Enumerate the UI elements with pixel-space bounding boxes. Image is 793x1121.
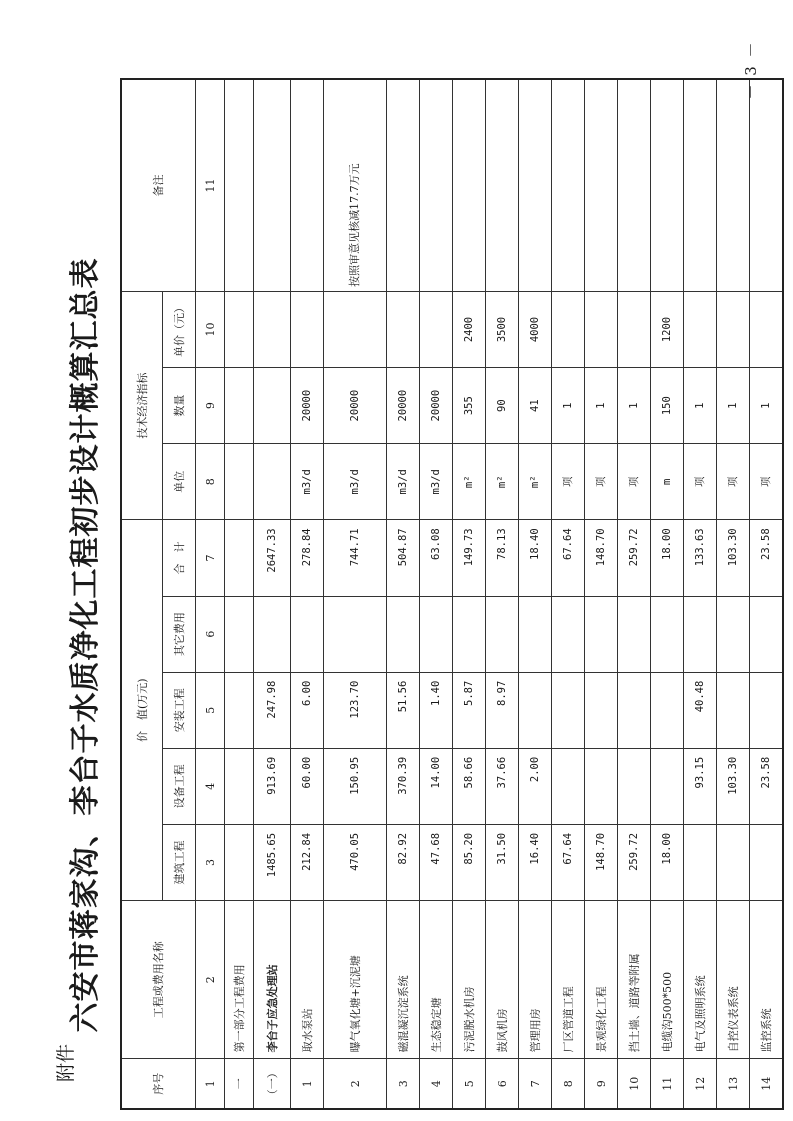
cell-building: 18.00 (651, 824, 684, 900)
cell-other (387, 596, 420, 672)
cell-equipment (552, 748, 585, 824)
cell-note (453, 79, 486, 291)
cell-building: 16.40 (519, 824, 552, 900)
cell-other (453, 596, 486, 672)
cell-building (717, 824, 750, 900)
cell-unit: m² (519, 444, 552, 520)
table-row (750, 79, 784, 1109)
cell-qty: 1 (717, 368, 750, 444)
cell-total: 67.64 (552, 520, 585, 596)
cell-total: 23.58 (750, 520, 784, 596)
group-install: 247.98 (254, 672, 291, 748)
cell-seq: 6 (486, 1059, 519, 1109)
cell-install (519, 672, 552, 748)
table-row (453, 79, 486, 1109)
header-qty: 数量 (163, 368, 196, 444)
cell-total: 18.40 (519, 520, 552, 596)
cell-note: 按照审意见核减17.7万元 (324, 79, 387, 291)
cell-total: 78.13 (486, 520, 519, 596)
cell-price (750, 291, 784, 367)
cell-name: 曝气氧化塘+沉泥塘 (324, 901, 387, 1059)
cell-unit: m (651, 444, 684, 520)
attachment-label: 附件 (55, 1043, 77, 1082)
cell-name: 电缆沟500*500 (651, 901, 684, 1059)
cell-other (486, 596, 519, 672)
cell-price: 1200 (651, 291, 684, 367)
group-seq: （一） (254, 1059, 291, 1109)
cell-other (717, 596, 750, 672)
cell-name: 磁混凝沉淀系统 (387, 901, 420, 1059)
cell-unit: m3/d (420, 444, 453, 520)
cell-install (651, 672, 684, 748)
group-qty (254, 368, 291, 444)
cell-qty: 355 (453, 368, 486, 444)
cell-seq: 14 (750, 1059, 784, 1109)
col-number: 9 (196, 368, 225, 444)
cell-price (684, 291, 717, 367)
cell-note (684, 79, 717, 291)
cell-other (651, 596, 684, 672)
group-name: 李台子应急处理站 (254, 901, 291, 1059)
col-number: 1 (196, 1059, 225, 1109)
cell-unit: 项 (750, 444, 784, 520)
header-note: 备注 (121, 79, 196, 291)
cell-unit: m3/d (291, 444, 324, 520)
cell-total: 149.73 (453, 520, 486, 596)
table-body (196, 79, 784, 1109)
cell-seq: 5 (453, 1059, 486, 1109)
header-equipment: 设备工程 (163, 748, 196, 824)
cell-equipment: 23.58 (750, 748, 784, 824)
cell-note (717, 79, 750, 291)
cell-name: 鼓风机房 (486, 901, 519, 1059)
cell-seq: 7 (519, 1059, 552, 1109)
table-row (684, 79, 717, 1109)
cell-building: 85.20 (453, 824, 486, 900)
cell-seq: 9 (585, 1059, 618, 1109)
group-price (254, 291, 291, 367)
table-row (519, 79, 552, 1109)
cell-price: 4000 (519, 291, 552, 367)
cell-install: 123.70 (324, 672, 387, 748)
cell-name: 厂区管道工程 (552, 901, 585, 1059)
cell-building: 67.64 (552, 824, 585, 900)
col-number: 8 (196, 444, 225, 520)
cell-equipment: 60.00 (291, 748, 324, 824)
cell-install (552, 672, 585, 748)
header-building: 建筑工程 (163, 824, 196, 900)
cell-price: 2400 (453, 291, 486, 367)
cell-seq: 8 (552, 1059, 585, 1109)
cell-equipment (651, 748, 684, 824)
cell-install (717, 672, 750, 748)
cell-other (420, 596, 453, 672)
cell-building: 82.92 (387, 824, 420, 900)
header-unit: 单位 (163, 444, 196, 520)
cell-equipment: 58.66 (453, 748, 486, 824)
page-number: － 3 － (742, 40, 760, 100)
cell-note (585, 79, 618, 291)
cell-equipment: 370.39 (387, 748, 420, 824)
part-one-seq: 一 (225, 1059, 254, 1109)
cell-qty: 20000 (420, 368, 453, 444)
cell-qty: 1 (585, 368, 618, 444)
cell-qty: 150 (651, 368, 684, 444)
header-value-group: 价 值(万元) (121, 520, 163, 901)
part-one-name: 第一部分工程费用 (225, 901, 254, 1059)
cell-price (387, 291, 420, 367)
table-row (486, 79, 519, 1109)
col-number: 6 (196, 596, 225, 672)
cell-building: 212.84 (291, 824, 324, 900)
header-name: 工程或费用名称 (121, 901, 196, 1059)
cell-qty: 20000 (324, 368, 387, 444)
cell-unit: m3/d (324, 444, 387, 520)
column-number-row (196, 79, 225, 1109)
cell-seq: 4 (420, 1059, 453, 1109)
cell-other (552, 596, 585, 672)
cell-equipment: 2.00 (519, 748, 552, 824)
col-number: 7 (196, 520, 225, 596)
cell-unit: 项 (717, 444, 750, 520)
header-seq: 序号 (121, 1059, 196, 1109)
cell-install: 6.00 (291, 672, 324, 748)
cell-total: 133.63 (684, 520, 717, 596)
table-row (552, 79, 585, 1109)
cell-building (684, 824, 717, 900)
group-building: 1485.65 (254, 824, 291, 900)
col-number: 3 (196, 824, 225, 900)
col-number: 10 (196, 291, 225, 367)
cell-price (618, 291, 651, 367)
cell-note (291, 79, 324, 291)
cell-seq: 10 (618, 1059, 651, 1109)
cell-name: 挡土墙、道路等附属 (618, 901, 651, 1059)
group-other (254, 596, 291, 672)
cell-seq: 13 (717, 1059, 750, 1109)
cell-other (585, 596, 618, 672)
header-tech-group: 技术经济指标 (121, 291, 163, 519)
cell-total: 744.71 (324, 520, 387, 596)
cell-note (750, 79, 784, 291)
cell-note (486, 79, 519, 291)
cell-total: 148.70 (585, 520, 618, 596)
cell-total: 504.87 (387, 520, 420, 596)
cell-install: 40.48 (684, 672, 717, 748)
cell-qty: 1 (684, 368, 717, 444)
cell-note (651, 79, 684, 291)
cell-seq: 12 (684, 1059, 717, 1109)
cell-unit: 项 (618, 444, 651, 520)
cell-note (552, 79, 585, 291)
cell-install: 1.40 (420, 672, 453, 748)
cell-other (519, 596, 552, 672)
cell-unit: m3/d (387, 444, 420, 520)
table-row (717, 79, 750, 1109)
cell-equipment: 150.95 (324, 748, 387, 824)
page-title: 六安市蒋家沟、李台子水质净化工程初步设计概算汇总表 (68, 257, 103, 1033)
cell-note (618, 79, 651, 291)
cell-qty: 20000 (387, 368, 420, 444)
header-total: 合 计 (163, 520, 196, 596)
header-install: 安装工程 (163, 672, 196, 748)
group-total: 2647.33 (254, 520, 291, 596)
cell-total: 63.08 (420, 520, 453, 596)
col-number: 4 (196, 748, 225, 824)
cell-note (387, 79, 420, 291)
cell-name: 景观绿化工程 (585, 901, 618, 1059)
cell-building: 148.70 (585, 824, 618, 900)
cell-name: 污泥脱水机房 (453, 901, 486, 1059)
cell-unit: 项 (585, 444, 618, 520)
budget-summary-table (120, 78, 784, 1110)
cell-install: 8.97 (486, 672, 519, 748)
header-price: 单价（元） (163, 291, 196, 367)
cell-building: 259.72 (618, 824, 651, 900)
cell-unit: m² (486, 444, 519, 520)
cell-name: 生态稳定塘 (420, 901, 453, 1059)
col-number: 11 (196, 79, 225, 291)
cell-other (291, 596, 324, 672)
cell-total: 103.30 (717, 520, 750, 596)
cell-equipment: 14.00 (420, 748, 453, 824)
cell-note (420, 79, 453, 291)
header-row-1 (121, 79, 163, 1109)
table-row (387, 79, 420, 1109)
cell-total: 18.00 (651, 520, 684, 596)
group-note (254, 79, 291, 291)
group-equipment: 913.69 (254, 748, 291, 824)
budget-table-wrapper (120, 78, 784, 1110)
cell-equipment: 93.15 (684, 748, 717, 824)
cell-seq: 2 (324, 1059, 387, 1109)
cell-total: 278.84 (291, 520, 324, 596)
part-one-row (225, 79, 254, 1109)
table-row (585, 79, 618, 1109)
cell-equipment (618, 748, 651, 824)
cell-seq: 1 (291, 1059, 324, 1109)
cell-install (585, 672, 618, 748)
cell-price (324, 291, 387, 367)
table-row (420, 79, 453, 1109)
cell-equipment: 103.30 (717, 748, 750, 824)
cell-name: 电气及照明系统 (684, 901, 717, 1059)
cell-other (750, 596, 784, 672)
cell-name: 管理用房 (519, 901, 552, 1059)
group-row (254, 79, 291, 1109)
cell-price (291, 291, 324, 367)
col-number: 2 (196, 901, 225, 1059)
cell-unit: m² (453, 444, 486, 520)
cell-name: 取水泵站 (291, 901, 324, 1059)
cell-building: 31.50 (486, 824, 519, 900)
cell-unit: 项 (684, 444, 717, 520)
cell-install (618, 672, 651, 748)
cell-qty: 1 (750, 368, 784, 444)
cell-building: 47.68 (420, 824, 453, 900)
cell-seq: 3 (387, 1059, 420, 1109)
cell-qty: 1 (552, 368, 585, 444)
cell-price: 3500 (486, 291, 519, 367)
cell-price (585, 291, 618, 367)
cell-note (519, 79, 552, 291)
cell-qty: 1 (618, 368, 651, 444)
cell-qty: 90 (486, 368, 519, 444)
cell-equipment: 37.66 (486, 748, 519, 824)
cell-name: 监控系统 (750, 901, 784, 1059)
cell-building (750, 824, 784, 900)
header-other: 其它费用 (163, 596, 196, 672)
col-number: 5 (196, 672, 225, 748)
table-row (291, 79, 324, 1109)
cell-seq: 11 (651, 1059, 684, 1109)
table-row (651, 79, 684, 1109)
cell-qty: 41 (519, 368, 552, 444)
table-row (324, 79, 387, 1109)
cell-total: 259.72 (618, 520, 651, 596)
cell-install: 51.56 (387, 672, 420, 748)
cell-qty: 20000 (291, 368, 324, 444)
table-row (618, 79, 651, 1109)
group-unit (254, 444, 291, 520)
cell-unit: 项 (552, 444, 585, 520)
cell-equipment (585, 748, 618, 824)
cell-price (552, 291, 585, 367)
cell-other (684, 596, 717, 672)
cell-other (324, 596, 387, 672)
cell-name: 自控仪表系统 (717, 901, 750, 1059)
cell-other (618, 596, 651, 672)
cell-price (420, 291, 453, 367)
cell-price (717, 291, 750, 367)
cell-install (750, 672, 784, 748)
cell-building: 470.05 (324, 824, 387, 900)
cell-install: 5.87 (453, 672, 486, 748)
